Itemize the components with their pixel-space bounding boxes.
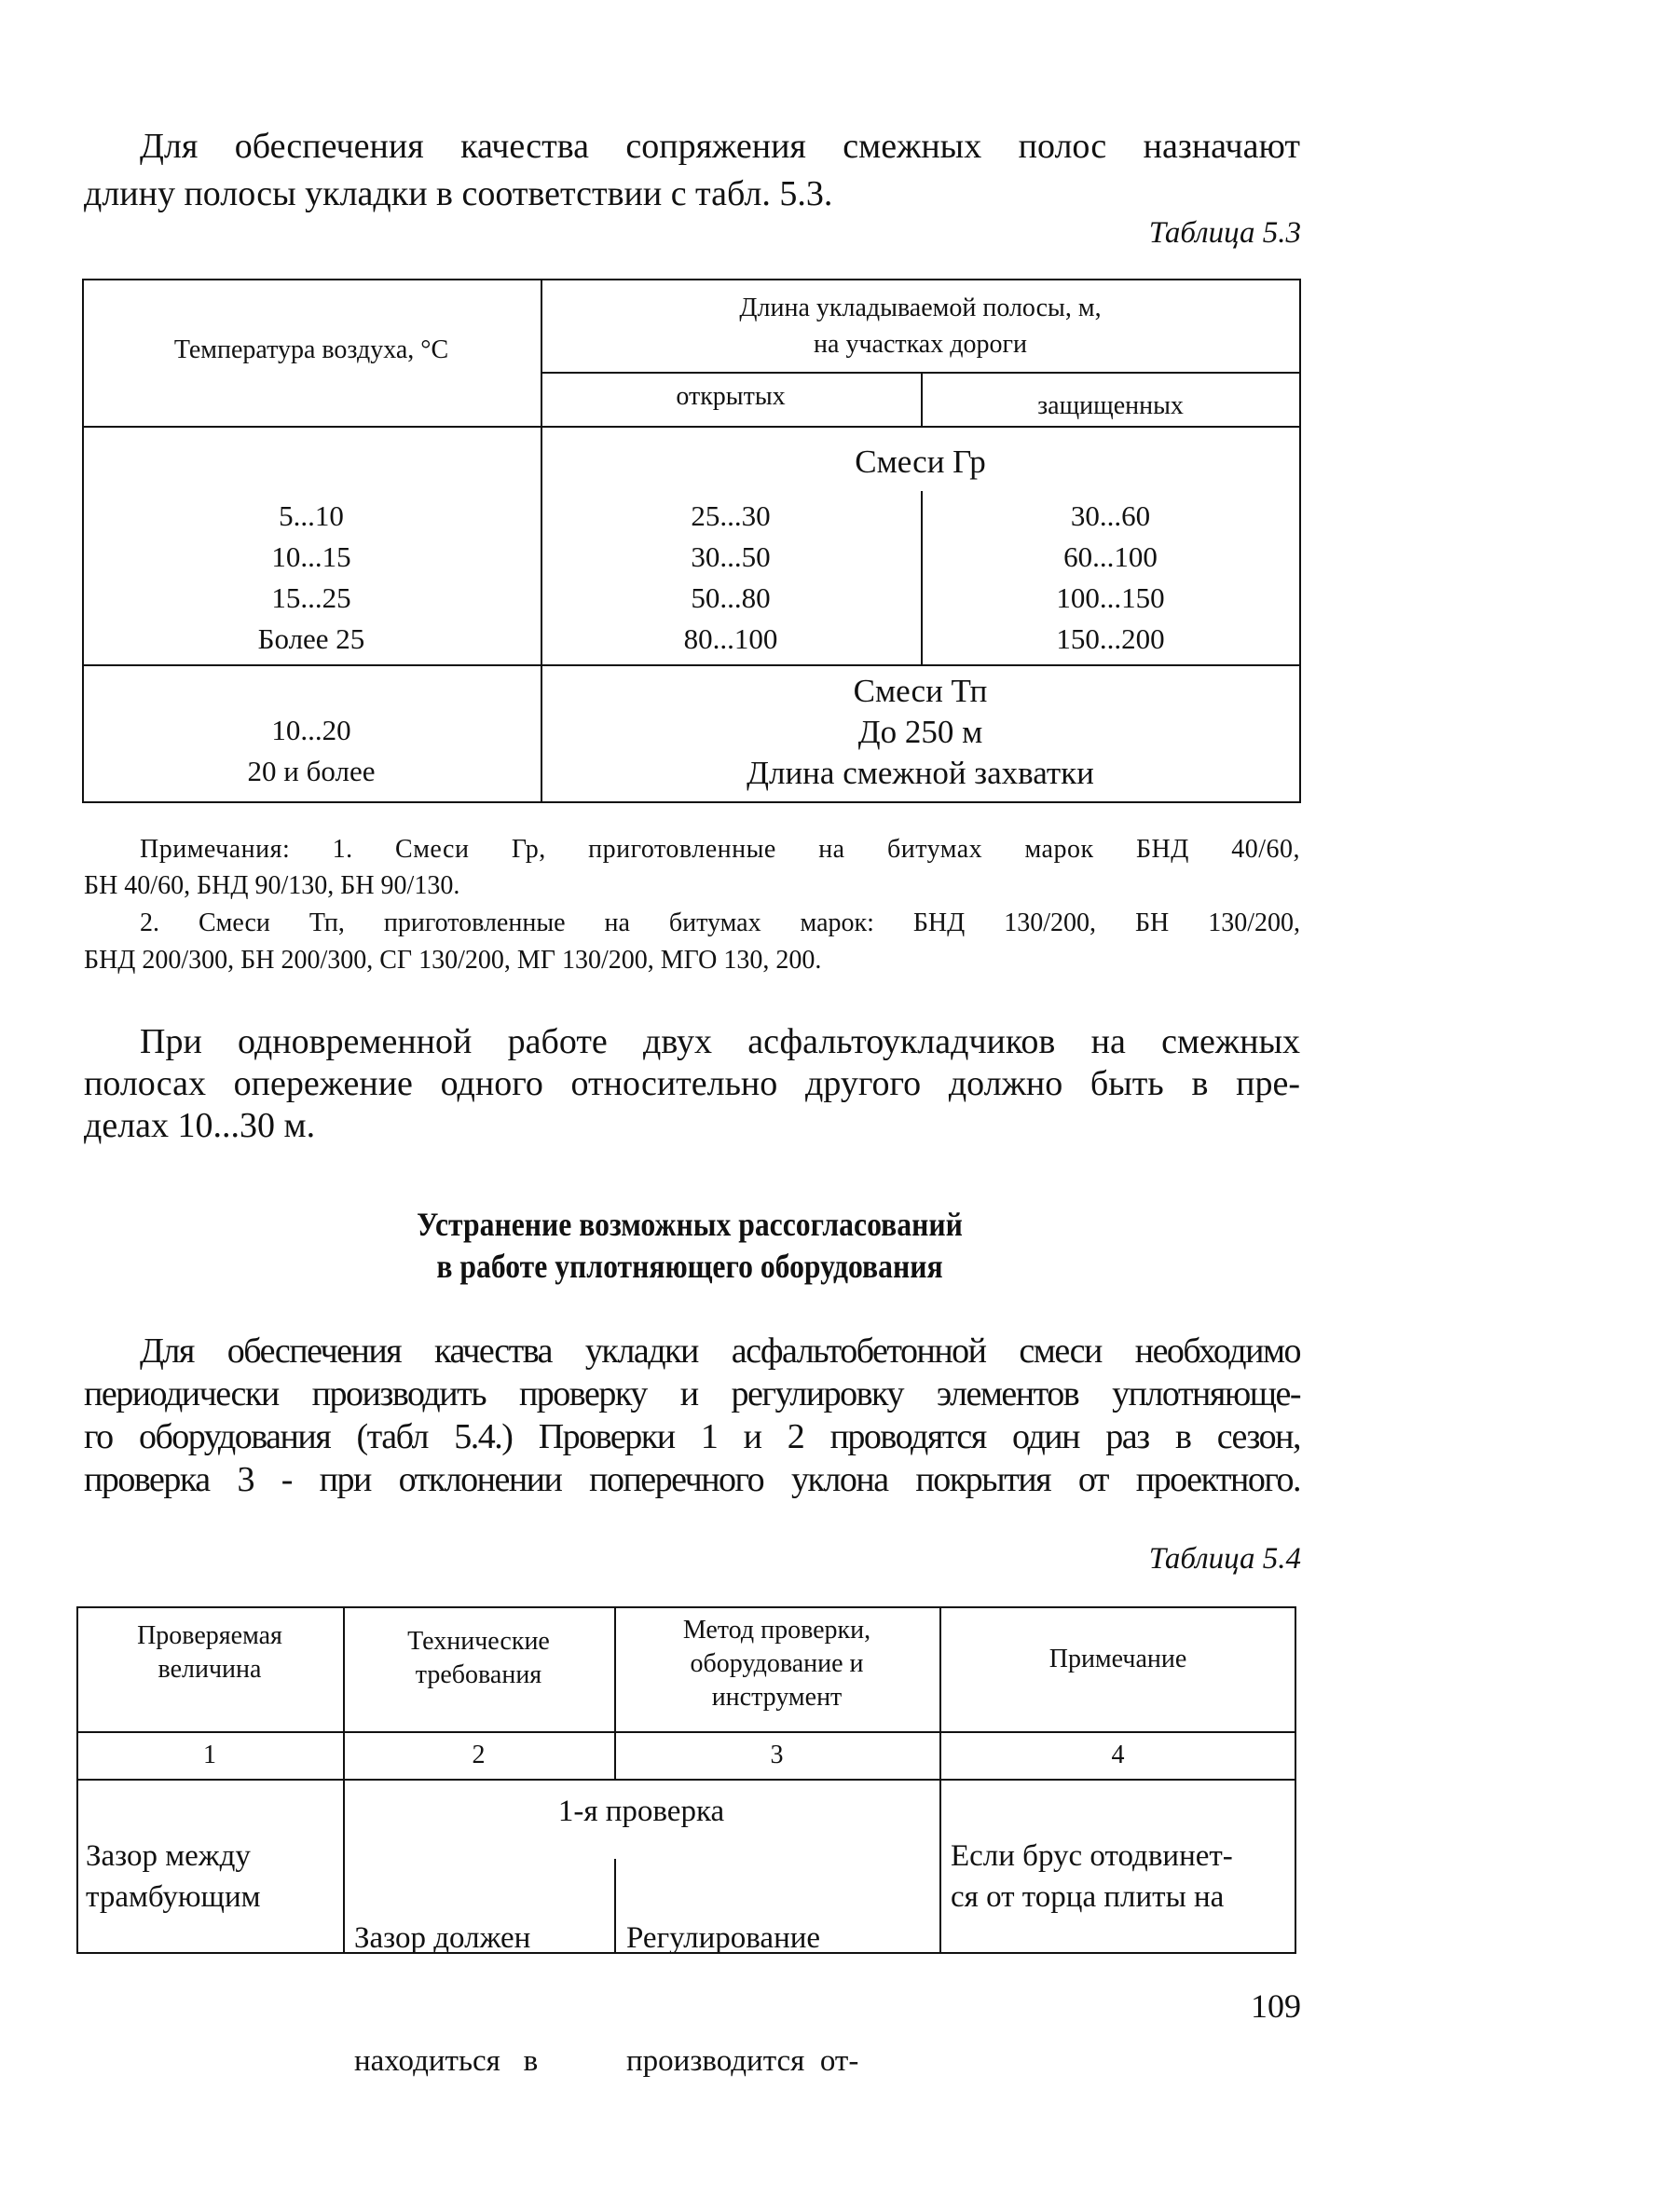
table-caption: Таблица 5.4: [1148, 1542, 1301, 1576]
divider: [76, 1779, 1296, 1781]
cell: [354, 1836, 538, 2164]
cell: 20 и более: [247, 755, 376, 787]
page-number: 109: [1251, 1987, 1301, 2025]
cell: 25...30: [691, 499, 771, 532]
cell-line: производится от-: [626, 2044, 859, 2078]
column-number: 4: [1111, 1741, 1125, 1769]
cell: инструмент: [711, 1683, 843, 1712]
column-number: 1: [203, 1741, 216, 1769]
cell: требования: [415, 1660, 542, 1689]
cell: 5...10: [279, 499, 344, 532]
cell: Проверяемая: [137, 1621, 282, 1650]
column-number: 2: [472, 1741, 486, 1769]
divider: [82, 664, 1301, 666]
cell: 100...150: [1056, 581, 1165, 614]
cell: Технические: [407, 1627, 550, 1656]
cell: величина: [158, 1655, 262, 1684]
section2-cell: [541, 671, 1300, 794]
note-line: 2. Смеси Тп, приготовленные на битумах марок: БНД 130/200, БН 130/200,: [140, 908, 1300, 937]
temps-cell: [82, 496, 541, 660]
cell: 10...15: [271, 540, 351, 573]
paragraph-line: При одновременной работе двух асфальтоукладчиков на смежных: [140, 1022, 1300, 1061]
cell: [86, 1836, 261, 1918]
paragraph-line: делах 10...30 м.: [84, 1106, 316, 1145]
cell: Более 25: [257, 622, 365, 655]
divider: [76, 1731, 1296, 1733]
note-line: БНД 200/300, БН 200/300, СГ 130/200, МГ 130/200, МГО 130, 200.: [84, 946, 822, 975]
cell: Метод проверки,: [682, 1616, 871, 1645]
cell-line: Регулирование: [626, 1921, 821, 1955]
cell: 30...50: [691, 540, 771, 573]
divider: [614, 1859, 616, 1954]
column-header: Примечание: [1048, 1645, 1187, 1673]
column-header: [614, 1614, 939, 1714]
column-number: 3: [770, 1741, 784, 1769]
table-caption: Таблица 5.3: [1148, 216, 1301, 250]
cell-line: Если брус отодвинет-: [951, 1839, 1233, 1873]
cell: 80...100: [683, 622, 778, 655]
divider: [82, 426, 1301, 428]
paragraph-line: проверка 3 - при отклонении поперечного уклона покрытия от проектного.: [84, 1460, 1300, 1499]
group-header-line: Длина укладываемой полосы, м,: [739, 294, 1102, 322]
column-header: Температура воздуха, °С: [173, 335, 449, 364]
paragraph-line: периодически производить проверку и регулировку элементов уплотняюще-: [84, 1374, 1300, 1413]
group-header-line: на участках дороги: [814, 330, 1027, 359]
section-title: Смеси Гр: [855, 444, 986, 480]
protected-cell: [921, 496, 1300, 660]
cell: 30...60: [1070, 499, 1151, 532]
open-cell: [541, 496, 921, 660]
cell-line: трамбующим: [86, 1880, 261, 1914]
paragraph-line: длину полосы укладки в соответствии с табл. 5.3.: [84, 174, 833, 213]
section-title: 1-я проверка: [557, 1795, 725, 1828]
temps-cell: [82, 710, 541, 792]
cell: До 250 м: [857, 714, 983, 750]
cell: Смеси Тп: [853, 673, 988, 709]
note-line: Примечания: 1. Смеси Гр, приготовленные на битумах марок БНД 40/60,: [140, 835, 1300, 864]
paragraph-line: Для обеспечения качества сопряжения смежных полос назначают: [140, 127, 1300, 166]
cell-line: Зазор между: [86, 1839, 251, 1873]
subheader-open: открытых: [676, 382, 786, 411]
section-heading: в работе уплотняющего оборудования: [436, 1248, 943, 1285]
paragraph-line: полосах опережение одного относительно другого должно быть в пре-: [84, 1064, 1300, 1103]
cell: 15...25: [271, 581, 351, 614]
cell: Длина смежной захватки: [747, 755, 1094, 791]
cell: 60...100: [1063, 540, 1158, 573]
cell-line: находиться в: [354, 2044, 539, 2078]
subheader-protected: защищенных: [1037, 391, 1184, 420]
cell: [951, 1836, 1233, 1918]
cell: 50...80: [691, 581, 771, 614]
cell: [626, 1836, 858, 2164]
column-header: [343, 1625, 614, 1692]
cell-line: ся от торца плиты на: [951, 1880, 1225, 1914]
section-heading: Устранение возможных рассогласований: [417, 1206, 963, 1243]
paragraph-line: го оборудования (табл 5.4.) Проверки 1 и 2 проводятся один раз в сезон,: [84, 1417, 1300, 1456]
column-header: [76, 1619, 343, 1686]
cell-line: Зазор должен: [354, 1921, 531, 1955]
cell: оборудование и: [690, 1649, 864, 1678]
cell: 150...200: [1056, 622, 1165, 655]
cell: 10...20: [271, 714, 351, 746]
paragraph-line: Для обеспечения качества укладки асфальтобетонной смеси необходимо: [140, 1331, 1300, 1371]
note-line: БН 40/60, БНД 90/130, БН 90/130.: [84, 871, 460, 900]
